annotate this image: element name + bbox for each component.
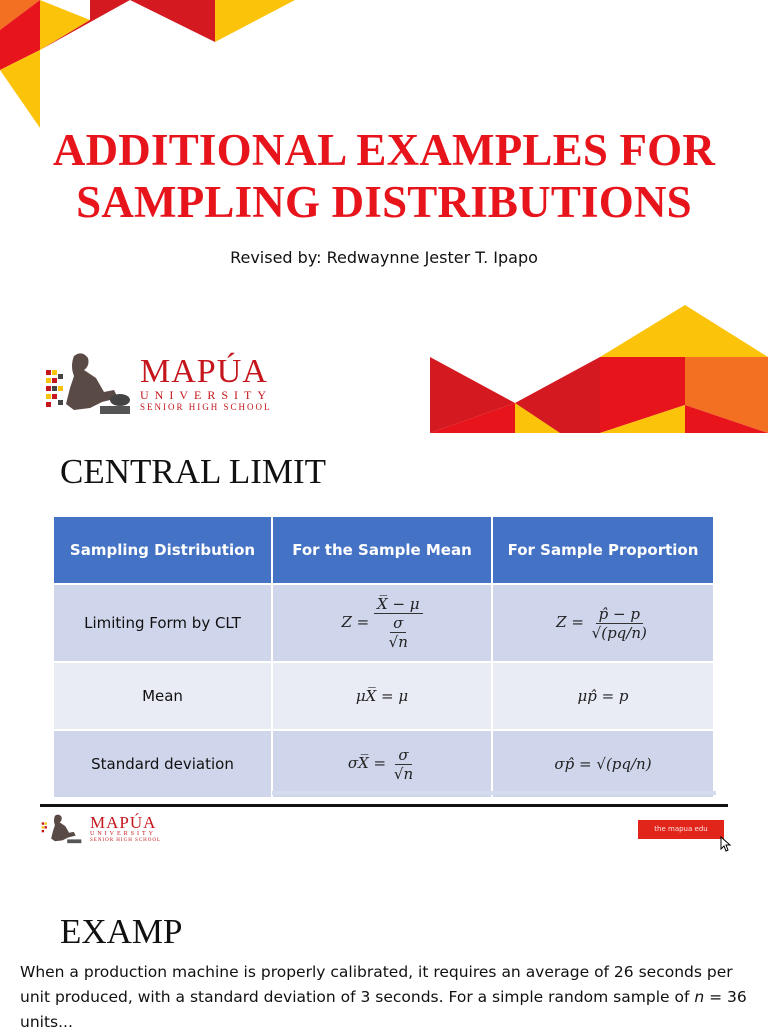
formula-denominator xyxy=(383,614,414,651)
formula-sqrt-n: √n xyxy=(388,633,408,651)
mean-limiting-formula xyxy=(272,584,492,662)
title-line-2: SAMPLING DISTRIBUTIONS xyxy=(76,177,692,227)
logo-university: UNIVERSITY xyxy=(90,831,156,837)
mean-mean-formula xyxy=(272,662,492,730)
logo-university: UNIVERSITY xyxy=(140,388,272,402)
mapua-emblem-icon xyxy=(44,348,134,420)
example-variable: n xyxy=(694,988,705,1006)
formula-text: μp̂ = p xyxy=(577,687,629,705)
clt-table xyxy=(54,517,715,797)
formula-fraction xyxy=(374,595,423,651)
header-sampling-distribution: Sampling Distribution xyxy=(54,517,272,584)
formula-lhs: σX̅ = xyxy=(347,754,387,772)
header-sample-mean: For the Sample Mean xyxy=(272,517,492,584)
formula-numerator: p̂ − p xyxy=(596,605,643,624)
example-heading: EXAMP xyxy=(60,912,183,951)
formula-numerator: X̅ − μ xyxy=(374,595,423,614)
formula-denominator: √(pq/n) xyxy=(591,623,647,642)
formula-lhs: Z = xyxy=(556,613,584,631)
mapua-logo xyxy=(44,348,272,420)
table-row xyxy=(54,730,714,797)
revised-by: Revised by: Redwaynne Jester T. Ipapo xyxy=(230,248,538,267)
decorative-triangles-right xyxy=(430,305,768,435)
section-heading: CENTRAL LIMIT xyxy=(60,452,327,491)
logo-school: SENIOR HIGH SCHOOL xyxy=(90,838,162,843)
mean-sd-formula xyxy=(272,730,492,797)
logo-name: MAPÚA xyxy=(140,353,268,390)
formula-sigma: σ xyxy=(390,614,406,633)
proportion-limiting-formula xyxy=(492,584,714,662)
table-row xyxy=(54,584,714,662)
formula-fraction xyxy=(589,605,650,642)
formula-fraction xyxy=(391,746,416,783)
proportion-sd-formula xyxy=(492,730,714,797)
table-row xyxy=(54,662,714,730)
divider-line xyxy=(40,804,728,807)
website-link-button[interactable]: the mapua edu xyxy=(638,820,724,839)
formula-text: μX̅ = μ xyxy=(355,687,409,705)
mouse-cursor-icon xyxy=(720,836,732,852)
decorative-triangles-top xyxy=(0,0,768,140)
table-header-row xyxy=(54,517,714,584)
logo-school: SENIOR HIGH SCHOOL xyxy=(140,402,272,412)
formula-numerator: σ xyxy=(395,746,411,765)
header-sample-proportion: For Sample Proportion xyxy=(492,517,714,584)
row-label: Standard deviation xyxy=(54,730,272,797)
slide-title xyxy=(0,124,768,228)
mapua-logo-small xyxy=(40,812,161,846)
formula-expression: √(pq/n) xyxy=(596,755,652,773)
logo-name: MAPÚA xyxy=(90,813,157,832)
formula-denominator: √n xyxy=(393,764,414,783)
proportion-mean-formula xyxy=(492,662,714,730)
example-text-part1: When a production machine is properly calibrated, it requires an average of 26 seconds per unit produced, with a standard deviation of 3 seconds. For a simple random sample of xyxy=(20,963,733,1006)
mapua-emblem-icon xyxy=(40,812,84,846)
row-label: Limiting Form by CLT xyxy=(54,584,272,662)
formula-lhs: Z = xyxy=(341,613,370,631)
example-text-part2: = 36 units... xyxy=(20,988,747,1031)
row-label: Mean xyxy=(54,662,272,730)
table-bottom-strip xyxy=(272,791,716,795)
title-line-1: ADDITIONAL EXAMPLES FOR xyxy=(52,125,716,175)
formula-lhs: σp̂ = xyxy=(554,755,592,773)
